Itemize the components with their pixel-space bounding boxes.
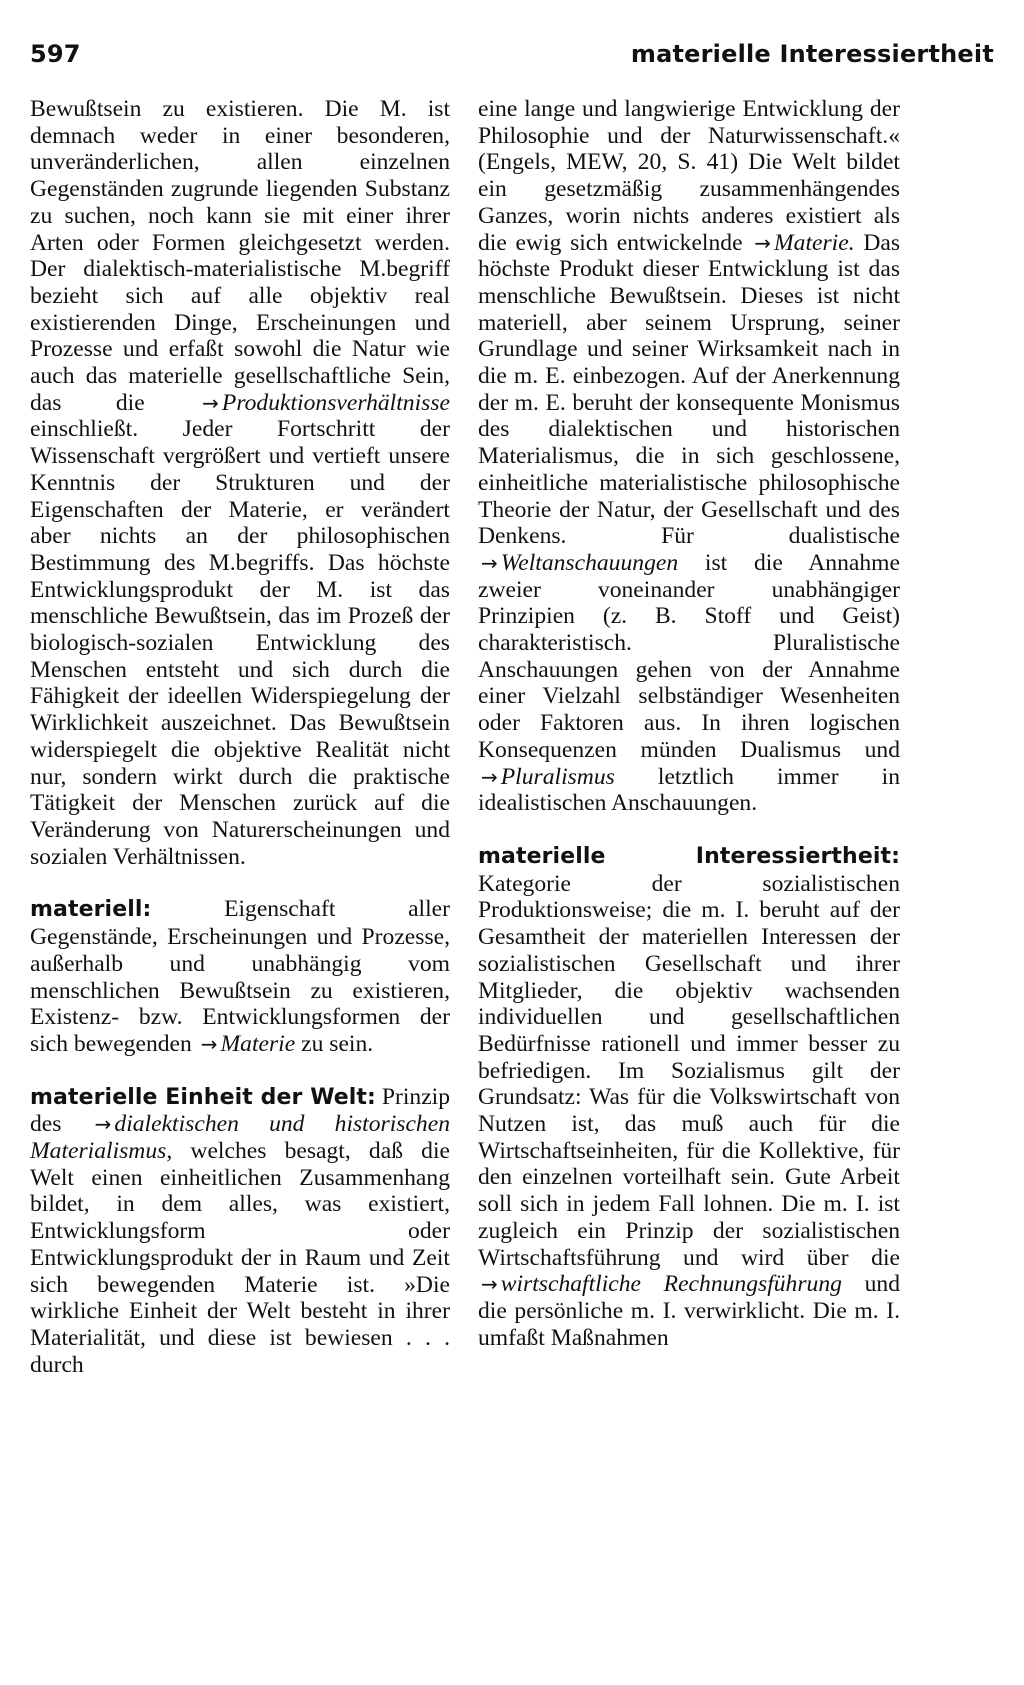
body-text: Das höchste Produkt dieser Entwicklung ist das menschliche Bewußtsein. Dieses ist nicht materiell, aber seinem Ursprung, seiner Grundlage und seiner Wirksamkeit nach in die m. E. einbezogen. Auf der Anerkennung der m. E. beruht der konsequente Monismus des dialektischen und historischen Materialismus, die in sich geschlossene, einheitliche materialistische philosophische Theorie der Natur, der Gesellschaft und des Denkens. Für dualistische	[478, 229, 901, 550]
cross-reference-arrow-icon: →	[94, 1112, 112, 1137]
cross-reference-arrow-icon: →	[202, 390, 219, 415]
right-column	[478, 96, 900, 1351]
cross-reference-arrow-icon: →	[754, 230, 772, 255]
cross-reference-dialektischer-materialismus[interactable]: dialektischen und historischen Materialismus,	[30, 1111, 450, 1165]
body-text: welches besagt, daß die Welt einen einheitlichen Zusammenhang bildet, in dem alles, was existiert, Entwicklungsform oder Entwicklungsprodukt der in Raum und Zeit sich bewegenden Materie ist. »Die wirkliche Einheit der Welt besteht in ihrer Materialität, und diese ist bewiesen . . . durch	[30, 1138, 451, 1378]
cross-reference-arrow-icon: →	[481, 764, 498, 789]
cross-reference-materie[interactable]: Materie	[220, 1030, 296, 1057]
cross-reference-arrow-icon: →	[481, 1272, 498, 1297]
body-text: Prinzip des	[30, 1083, 451, 1138]
lemma-materielle-einheit-der-welt: materielle Einheit der Welt:	[30, 1084, 376, 1110]
body-text: letztlich immer in idealistischen Anschauungen.	[478, 763, 900, 817]
cross-reference-produktionsverhaeltnisse[interactable]: Produktionsverhältnisse	[221, 389, 450, 416]
body-text: ist die Annahme zweier voneinander unabhängiger Prinzipien (z. B. Stoff und Geist) charakteristisch. Pluralistische Anschauungen gehen von der Annahme einer Vielzahl selbständiger Wesenheiten oder Faktoren aus. In ihren logischen Konsequenzen münden Dualismus und	[478, 549, 900, 763]
body-text: Kategorie der sozialistischen Produktionsweise; die m. I. beruht auf der Gesamtheit der materiellen Interessen der sozialistischen Gesellschaft und ihrer Mitglieder, die objektiv wachsenden individuellen und gesellschaftlichen Bedürfnisse rationell und immer besser zu befriedigen. Im Sozialismus gilt der Grundsatz: Was für die Volkswirtschaft von Nutzen ist, das muß auch für die Wirtschaftseinheiten, für die Kollektive, für den einzelnen vorteilhaft sein. Gute Arbeit soll sich in jedem Fall lohnen. Die m. I. ist zugleich ein Prinzip der sozialistischen Wirtschaftsführung und wird über die	[478, 870, 900, 1271]
body-text: zu sein.	[301, 1030, 374, 1057]
running-head: materielle Interessiertheit	[630, 40, 994, 68]
cross-reference-weltanschauungen[interactable]: Weltanschauungen	[500, 549, 679, 576]
cross-reference-arrow-icon: →	[481, 550, 498, 575]
cross-reference-materie[interactable]: Materie.	[774, 229, 855, 256]
body-text: eine lange und langwierige Entwicklung der Philosophie und der Naturwissenschaft.« (Engels, MEW, 20, S. 41) Die Welt bildet ein gesetzmäßig zusammenhängendes Ganzes, worin nichts anderes existiert als die ewig sich entwickelnde	[478, 96, 900, 256]
entry-materielle-interessiertheit	[478, 843, 900, 1351]
page-number: 597	[30, 40, 81, 68]
paragraph-materie-continuation	[30, 96, 450, 870]
lemma-materielle-interessiertheit: materielle Interessiertheit:	[478, 843, 900, 869]
page-header	[30, 40, 994, 80]
left-column	[30, 96, 450, 1378]
body-text: Bewußtsein zu existieren. Die M. ist demnach weder in einer besonderen, unveränderlichen, allen einzelnen Gegenständen zugrunde liegenden Substanz zu suchen, noch kann sie mit einer ihrer Arten oder Formen gleichgesetzt werden. Der dialektisch-materialistische M.begriff bezieht sich auf alle objektiv real existierenden Dinge, Erscheinungen und Prozesse und erfaßt sowohl die Natur wie auch das materielle gesellschaftliche Sein, das die	[30, 96, 450, 416]
cross-reference-pluralismus[interactable]: Pluralismus	[500, 763, 615, 790]
lemma-materiell: materiell:	[30, 897, 152, 923]
entry-materiell	[30, 896, 450, 1057]
cross-reference-wirtschaftliche-rechnungsfuehrung[interactable]: wirtschaftliche Rechnungsführung	[500, 1271, 842, 1298]
body-text: und die persönliche m. I. verwirklicht. Die m. I. umfaßt Maßnahmen	[478, 1271, 900, 1351]
body-text: Eigenschaft aller Gegenstände, Erscheinungen und Prozesse, außerhalb und unabhängig vom menschlichen Bewußtsein zu existieren, Existenz- bzw. Entwicklungsformen der sich bewegenden	[30, 896, 450, 1057]
entry-materielle-einheit-der-welt	[30, 1084, 450, 1379]
cross-reference-arrow-icon: →	[200, 1031, 218, 1056]
paragraph-einheit-continuation	[478, 96, 900, 817]
body-text: einschließt. Jeder Fortschritt der Wissenschaft vergrößert und vertieft unsere Kenntnis der Strukturen und der Eigenschaften der Materie, er verändert aber nichts an der philosophischen Bestimmung des M.begriffs. Das höchste Entwicklungsprodukt der M. ist das menschliche Bewußtsein, das im Prozeß der biologisch-sozialen Entwicklung des Menschen entsteht und sich durch die Fähigkeit der ideellen Widerspiegelung der Wirklichkeit auszeichnet. Das Bewußtsein widerspiegelt die objektive Realität nicht nur, sondern wirkt durch die praktische Tätigkeit der Menschen zurück auf die Veränderung von Naturerscheinungen und sozialen Verhältnissen.	[30, 416, 450, 870]
